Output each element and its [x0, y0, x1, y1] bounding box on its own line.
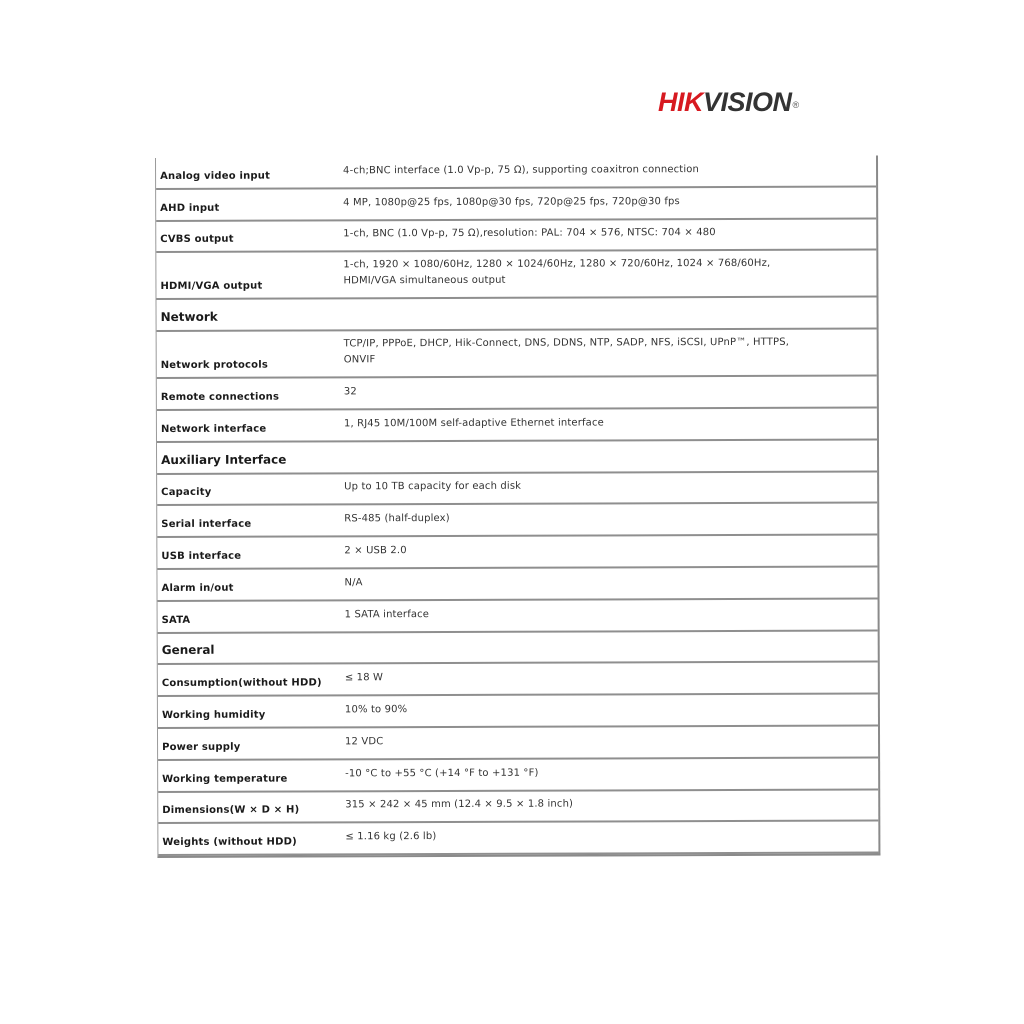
- section-header-row: [158, 631, 878, 665]
- spec-value: 12 VDC: [345, 735, 384, 748]
- spec-row: [158, 663, 878, 697]
- spec-row: [156, 251, 876, 301]
- spec-value: 1-ch, BNC (1.0 Vp-p, 75 Ω),resolution: PAL: 704 × 576, NTSC: 704 × 480: [343, 227, 716, 240]
- spec-value: 32: [343, 386, 357, 398]
- spec-label: HDMI/VGA output: [160, 281, 263, 293]
- spec-value: -10 °C to +55 °C (+14 °F to +131 °F): [345, 767, 539, 779]
- spec-label: CVBS output: [160, 234, 234, 246]
- spec-row: [157, 408, 877, 442]
- spec-value: ≤ 18 W: [344, 672, 384, 684]
- spec-label: Network interface: [160, 423, 267, 435]
- spec-label: Analog video input: [160, 170, 271, 182]
- spec-value: 2 × USB 2.0: [344, 545, 407, 557]
- spec-value: 315 × 242 × 45 mm (12.4 × 9.5 × 1.8 inch): [345, 798, 574, 811]
- spec-label: Dimensions(W × D × H): [162, 804, 300, 817]
- section-title: General: [161, 643, 215, 658]
- spec-value: TCP/IP, PPPoE, DHCP, Hik-Connect, DNS, DDNS, NTP, SADP, NFS, iSCSI, UPnP™, HTTPS, ONVIF: [343, 336, 790, 366]
- spec-row: [158, 695, 878, 729]
- spec-table: [155, 155, 880, 858]
- spec-label: AHD input: [160, 202, 220, 214]
- spec-value: RS-485 (half-duplex): [344, 513, 450, 525]
- logo-vision-text: VISION: [703, 87, 792, 117]
- spec-label: Power supply: [162, 741, 241, 753]
- spec-row: [156, 155, 876, 189]
- spec-label: Weights (without HDD): [162, 836, 297, 849]
- spec-label: Working temperature: [162, 773, 288, 785]
- spec-label: Consumption(without HDD): [161, 677, 322, 690]
- spec-row: [156, 187, 876, 221]
- hikvision-logo: [658, 86, 799, 118]
- logo-hik-text: HIK: [658, 87, 703, 117]
- registered-mark: ®: [792, 100, 799, 110]
- spec-label: Network protocols: [160, 359, 269, 372]
- spec-row: [158, 599, 878, 633]
- spec-value: ≤ 1.16 kg (2.6 lb): [345, 831, 437, 843]
- spec-label: Capacity: [161, 487, 212, 499]
- spec-row: [157, 330, 877, 380]
- section-header-row: [156, 298, 876, 332]
- spec-row: [158, 758, 878, 792]
- spec-row: [157, 472, 877, 506]
- section-title: Auxiliary Interface: [161, 452, 287, 467]
- spec-value: Up to 10 TB capacity for each disk: [344, 481, 522, 493]
- spec-value: 1 SATA interface: [344, 608, 430, 620]
- spec-value: N/A: [344, 577, 363, 589]
- spec-label: Remote connections: [160, 391, 280, 403]
- spec-row: [156, 219, 876, 253]
- spec-label: SATA: [161, 614, 191, 626]
- section-title: Network: [160, 309, 218, 325]
- spec-value: 1-ch, 1920 × 1080/60Hz, 1280 × 1024/60Hz, 1280 × 720/60Hz, 1024 × 768/60Hz, HDMI/VGA simultaneous output: [343, 258, 771, 287]
- spec-row: [157, 377, 877, 411]
- spec-value: 10% to 90%: [344, 704, 408, 716]
- spec-row: [157, 567, 877, 601]
- spec-label: USB interface: [161, 550, 242, 562]
- spec-value: 1, RJ45 10M/100M self-adaptive Ethernet interface: [343, 417, 604, 430]
- spec-label: Serial interface: [161, 518, 252, 531]
- spec-row: [157, 504, 877, 538]
- spec-value: 4-ch;BNC interface (1.0 Vp-p, 75 Ω), supporting coaxitron connection: [343, 163, 700, 177]
- spec-row: [157, 536, 877, 570]
- spec-row: [158, 726, 878, 760]
- spec-label: Alarm in/out: [161, 582, 234, 594]
- spec-value: 4 MP, 1080p@25 fps, 1080p@30 fps, 720p@25 fps, 720p@30 fps: [343, 195, 680, 208]
- spec-row: [158, 822, 878, 856]
- spec-label: Working humidity: [161, 709, 266, 721]
- section-header-row: [157, 440, 877, 474]
- spec-row: [158, 790, 878, 824]
